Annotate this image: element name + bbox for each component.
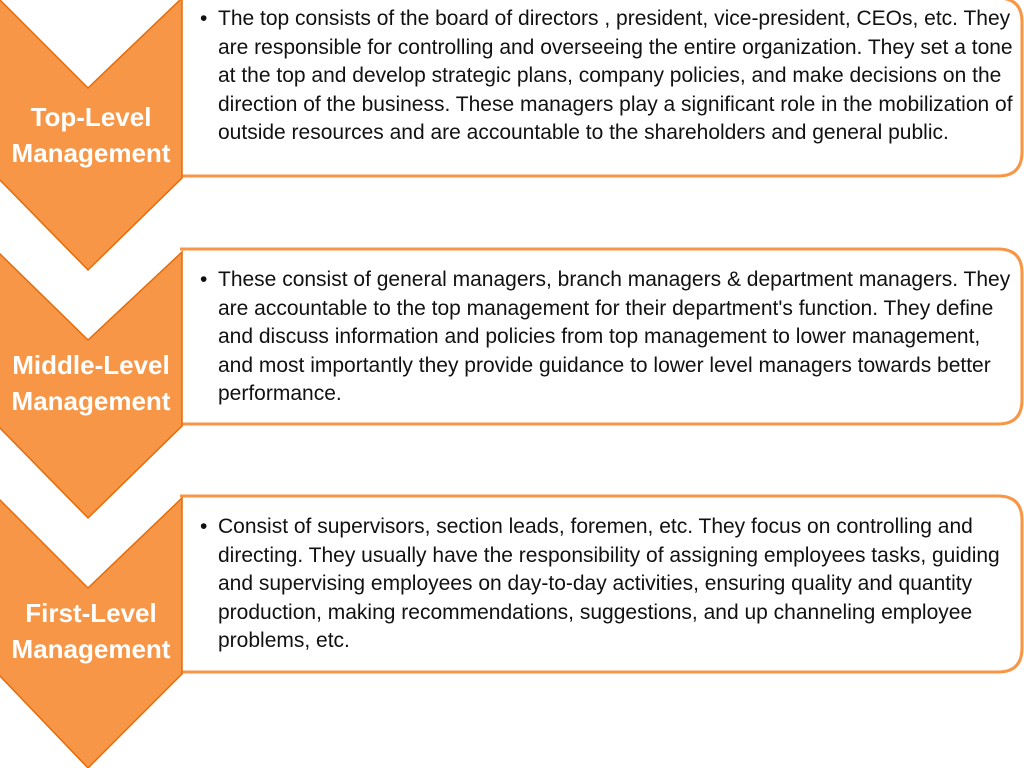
level-description-top — [200, 5, 1018, 148]
level-label-first: First-Level Management — [11, 598, 171, 664]
bullet-item — [200, 513, 1018, 656]
bullet-icon: • — [200, 7, 208, 30]
bullet-icon: • — [200, 268, 208, 291]
level-label-middle: Middle-Level Management — [11, 350, 171, 416]
description-text: These consist of general managers, branch managers & department managers. They are accountable to the top management for their department's function. They define and discuss information and policies from top management to lower management, and most importantly they provide guidance to lower level managers towards better performance. — [218, 268, 1011, 405]
level-description-middle — [200, 266, 1018, 409]
bullet-icon: • — [200, 515, 208, 538]
description-text: Consist of supervisors, section leads, foremen, etc. They focus on controlling and directing. They usually have the responsibility of assigning employees tasks, guiding and supervising employees on day-to-day activities, ensuring quality and quantity production, making recommendations, suggestions, and up channeling employee problems, etc. — [218, 515, 1000, 652]
level-description-first — [200, 513, 1018, 656]
bullet-item — [200, 5, 1018, 148]
level-label-top: Top-Level Management — [11, 102, 171, 168]
description-text: The top consists of the board of directors , president, vice-president, CEOs, etc. They are responsible for controlling and overseeing the entire organization. They set a tone at the top and develop strategic plans, company policies, and make decisions on the direction of the business. These managers play a significant role in the mobilization of outside resources and are accountable to the shareholders and general public. — [218, 7, 1013, 144]
bullet-item — [200, 266, 1018, 409]
